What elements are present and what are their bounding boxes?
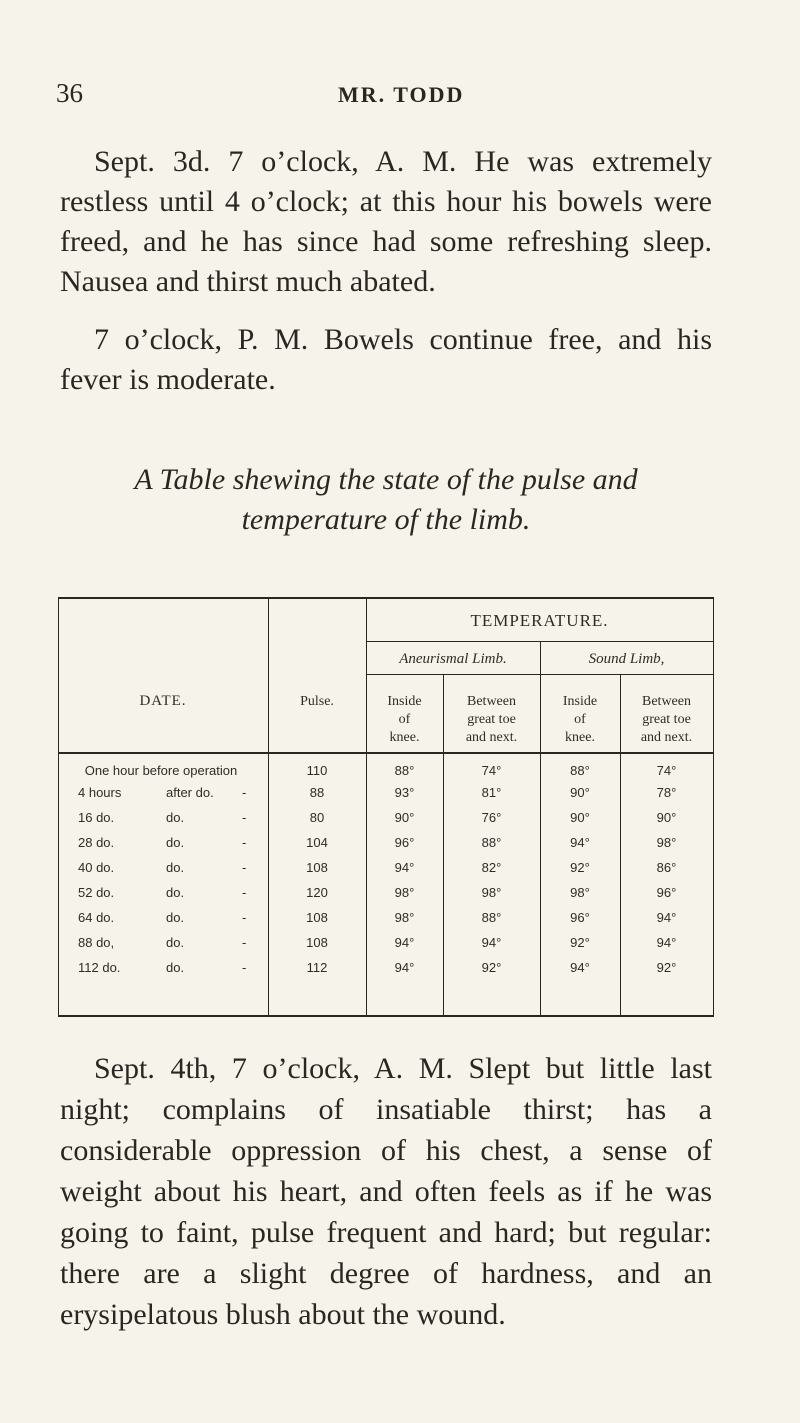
row-date-part: - <box>242 910 247 925</box>
sound-limb-heading: Sound Limb, <box>588 651 665 667</box>
row-pulse: 88 <box>309 785 325 800</box>
temperature-heading: TEMPERATURE. <box>470 611 609 630</box>
an-inside-knee-line3: knee. <box>389 730 420 745</box>
table-left-rule <box>58 597 59 1017</box>
row-date <box>62 958 268 978</box>
header-divider-rule <box>58 752 714 754</box>
row-an-knee: 94° <box>394 935 415 950</box>
row-pulse: 108 <box>306 910 328 925</box>
row-so-knee: 96° <box>570 910 590 925</box>
row-so-toe: 98° <box>656 835 677 850</box>
row-pulse: 80 <box>309 810 325 825</box>
row-so-toe: 94° <box>656 935 677 950</box>
row-date <box>62 933 268 953</box>
row-pulse: 104 <box>306 835 328 850</box>
so-between-line1: Between <box>642 694 691 709</box>
row-an-toe: 82° <box>481 860 502 875</box>
row-so-knee: 92° <box>570 860 590 875</box>
so-between-toe-heading <box>620 693 713 747</box>
row-an-knee: 98° <box>394 910 415 925</box>
row-so-toe: 92° <box>656 960 677 975</box>
row-an-knee: 88° <box>394 763 415 778</box>
an-inside-knee-line1: Inside <box>387 694 422 709</box>
table-row <box>58 908 714 928</box>
row-an-knee: 98° <box>394 885 415 900</box>
row-an-toe: 94° <box>481 935 502 950</box>
table-row <box>58 883 714 903</box>
row-so-toe: 94° <box>656 910 677 925</box>
row-so-toe: 74° <box>656 763 677 778</box>
row-so-knee: 88° <box>570 763 590 778</box>
page-header <box>0 78 800 118</box>
row-so-toe: 96° <box>656 885 677 900</box>
table-row <box>58 808 714 828</box>
row-date-part: 52 do. <box>78 885 115 900</box>
row-date <box>62 883 268 903</box>
row-so-toe: 86° <box>656 860 677 875</box>
table-caption: A Table shewing the state of the pulse and temperature of the limb. <box>134 463 638 536</box>
pulse-temperature-table <box>58 597 714 1017</box>
date-pulse-rule <box>268 597 269 1017</box>
table-right-rule <box>713 597 714 1017</box>
row-date-part: do. <box>166 960 185 975</box>
row-date <box>62 908 268 928</box>
table-bottom-rule <box>58 1015 714 1017</box>
row-date-part: do. <box>166 810 185 825</box>
row-so-knee: 90° <box>570 810 590 825</box>
an-between-toe-heading <box>443 693 540 747</box>
row-date-part: - <box>242 810 247 825</box>
row-an-knee: 96° <box>394 835 415 850</box>
row-date-part: 28 do. <box>78 835 115 850</box>
row-an-toe: 88° <box>481 835 502 850</box>
row-date <box>62 783 268 803</box>
so-inside-knee-line1: Inside <box>562 694 598 709</box>
row-an-toe: 92° <box>481 960 502 975</box>
row-so-knee: 94° <box>570 960 590 975</box>
running-head: MR. TODD <box>338 82 465 107</box>
row-so-knee: 98° <box>570 885 590 900</box>
row-date-part: - <box>242 785 247 800</box>
row-date <box>62 808 268 828</box>
row-an-toe: 98° <box>481 885 502 900</box>
row-date-part: do. <box>166 935 185 950</box>
row-pulse: 112 <box>306 960 328 975</box>
an-inside-knee-heading <box>366 693 443 747</box>
row-date-part: - <box>242 960 247 975</box>
row-date-part: 16 do. <box>78 810 115 825</box>
row-so-knee: 92° <box>570 935 590 950</box>
row-an-toe: 88° <box>481 910 502 925</box>
table-row <box>58 858 714 878</box>
row-date-part: - <box>242 885 247 900</box>
row-date <box>62 833 268 853</box>
so-between-line3: and next. <box>640 730 693 745</box>
row-date-part: do. <box>166 885 185 900</box>
so-between-line2: great toe <box>642 712 691 727</box>
paragraph-sept-3d-morning: Sept. 3d. 7 o’clock, A. M. He was extremely restless until 4 o’clock; at this hour his bowels were freed, and he has since had some refreshing sleep. Nausea and thirst much abated. <box>60 145 712 298</box>
so-inside-knee-heading <box>540 693 620 747</box>
table-row <box>58 783 714 803</box>
table-top-rule <box>58 597 714 599</box>
row-date-part: after do. <box>166 785 214 800</box>
row-an-toe: 76° <box>481 810 502 825</box>
an-between-line2: great toe <box>467 712 516 727</box>
row-pulse: 110 <box>306 763 328 778</box>
an-between-line1: Between <box>467 694 516 709</box>
row-pulse: 108 <box>306 860 328 875</box>
an-between-line3: and next. <box>465 730 518 745</box>
row-an-knee: 90° <box>394 810 415 825</box>
row-so-toe: 78° <box>656 785 677 800</box>
row-an-toe: 74° <box>481 763 502 778</box>
row-so-knee: 90° <box>570 785 590 800</box>
row-an-knee: 94° <box>394 960 415 975</box>
row-date-part: - <box>242 835 247 850</box>
row-an-knee: 94° <box>394 860 415 875</box>
row-date-part: do. <box>166 910 185 925</box>
table-row <box>58 833 714 853</box>
row-date-part: 112 do. <box>78 960 121 975</box>
row-so-knee: 94° <box>570 835 590 850</box>
table-row <box>58 933 714 953</box>
row-so-toe: 90° <box>656 810 677 825</box>
so-inside-knee-line2: of <box>574 712 586 727</box>
row-date-part: do. <box>166 860 185 875</box>
row-date-part: do. <box>166 835 185 850</box>
an-inside-knee-line2: of <box>398 712 411 727</box>
row-date-part: 40 do. <box>78 860 115 875</box>
paragraph-sept-4th: Sept. 4th, 7 o’clock, A. M. Slept but little last night; complains of insatiable thirst; has a considerable oppression of his chest, a sense of weight about his heart, and often feels as if he was going to faint, pulse frequent and hard; but regular: there are a slight degree of hardness, and an erysipelatous blush about the wound. <box>60 1052 712 1331</box>
aneurismal-limb-heading: Aneurismal Limb. <box>399 651 507 667</box>
row-date-part: - <box>242 935 247 950</box>
page-number: 36 <box>56 78 83 108</box>
row-an-toe: 81° <box>481 785 502 800</box>
row-date: One hour before operation <box>84 763 238 778</box>
table-row <box>58 958 714 978</box>
row-date-part: 88 do, <box>78 935 115 950</box>
paragraph-sept-3d-evening: 7 o’clock, P. M. Bowels continue free, and his fever is moderate. <box>60 323 712 396</box>
date-heading: DATE. <box>139 693 187 709</box>
pulse-heading: Pulse. <box>300 694 334 709</box>
table-row <box>58 761 714 781</box>
row-an-knee: 93° <box>394 785 415 800</box>
row-date-part: 64 do. <box>78 910 115 925</box>
row-date-part: 4 hours <box>78 785 122 800</box>
so-inside-knee-line3: knee. <box>565 730 595 745</box>
row-date <box>62 858 268 878</box>
row-pulse: 120 <box>306 885 328 900</box>
row-date-part: - <box>242 860 247 875</box>
row-pulse: 108 <box>306 935 328 950</box>
